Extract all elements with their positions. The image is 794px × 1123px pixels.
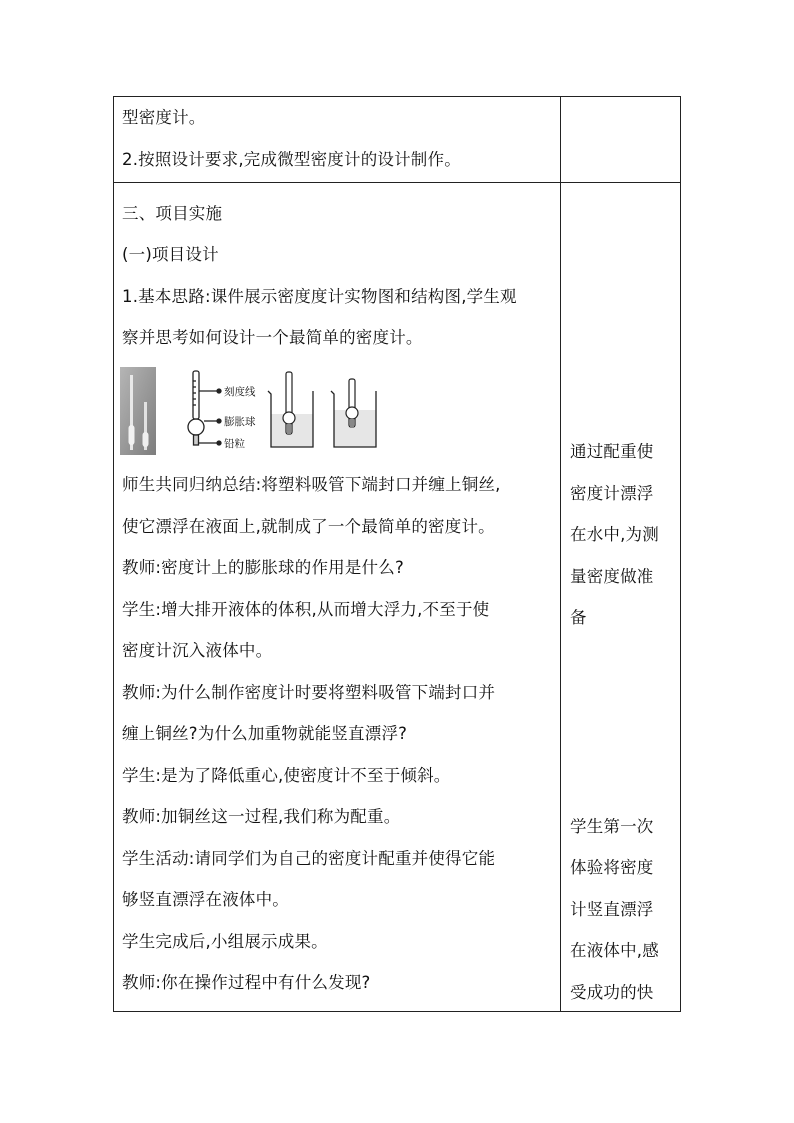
text-line: 1.基本思路:课件展示密度度计实物图和结构图,学生观	[122, 287, 517, 306]
beaker-2	[331, 379, 376, 447]
row-divider	[114, 182, 680, 183]
text-line: 师生共同归纳总结:将塑料吸管下端封口并缠上铜丝,	[122, 475, 501, 494]
note-1-line: 密度计漂浮	[570, 484, 654, 503]
text-line: 缠上铜丝?为什么加重物就能竖直漂浮?	[122, 724, 408, 743]
note-1-line: 在水中,为测	[570, 525, 659, 544]
densimeter-figure	[120, 367, 392, 457]
note-2-line: 体验将密度	[570, 858, 654, 877]
text-line: 密度计沉入液体中。	[122, 641, 273, 660]
lesson-table	[113, 96, 681, 1012]
note-1-line: 通过配重使	[570, 442, 654, 461]
text-line: 教师:加铜丝这一过程,我们称为配重。	[122, 807, 401, 826]
densimeter-photo	[120, 367, 156, 455]
text-line: 教师:你在操作过程中有什么发现?	[122, 973, 371, 992]
note-2-line: 计竖直漂浮	[570, 900, 654, 919]
text-line: 学生:是为了降低重心,使密度计不至于倾斜。	[122, 766, 451, 785]
text-line: 教师:密度计上的膨胀球的作用是什么?	[122, 558, 404, 577]
text-line: 教师:为什么制作密度计时要将塑料吸管下端封口并	[122, 683, 496, 702]
text-line: 学生:增大排开液体的体积,从而增大浮力,不至于使	[122, 600, 490, 619]
text-line: 学生完成后,小组展示成果。	[122, 932, 328, 951]
note-2-line: 在液体中,感	[570, 941, 659, 960]
text-line: 学生活动:请同学们为自己的密度计配重并使得它能	[122, 849, 496, 868]
row1-line-1: 型密度计。	[122, 108, 206, 127]
densimeter-diagram	[120, 367, 392, 457]
densimeter-structure	[188, 371, 221, 445]
note-1-line: 备	[570, 608, 587, 627]
column-divider	[560, 97, 561, 1011]
note-2-line: 学生第一次	[570, 817, 654, 836]
note-2-line: 受成功的快	[570, 983, 654, 1002]
section-heading: 三、项目实施	[122, 204, 223, 223]
label-bulb: 膨胀球	[224, 416, 256, 428]
beaker-1	[268, 372, 313, 447]
row1-line-2: 2.按照设计要求,完成微型密度计的设计制作。	[122, 150, 461, 169]
text-line: 察并思考如何设计一个最简单的密度计。	[122, 328, 423, 347]
text-line: 够竖直漂浮在液体中。	[122, 890, 289, 909]
text-line: 使它漂浮在液面上,就制成了一个最简单的密度计。	[122, 517, 495, 536]
note-1-line: 量密度做准	[570, 567, 654, 586]
subsection-heading: (一)项目设计	[122, 245, 219, 264]
label-scale-line: 刻度线	[224, 386, 256, 398]
label-lead: 铅粒	[224, 438, 245, 450]
